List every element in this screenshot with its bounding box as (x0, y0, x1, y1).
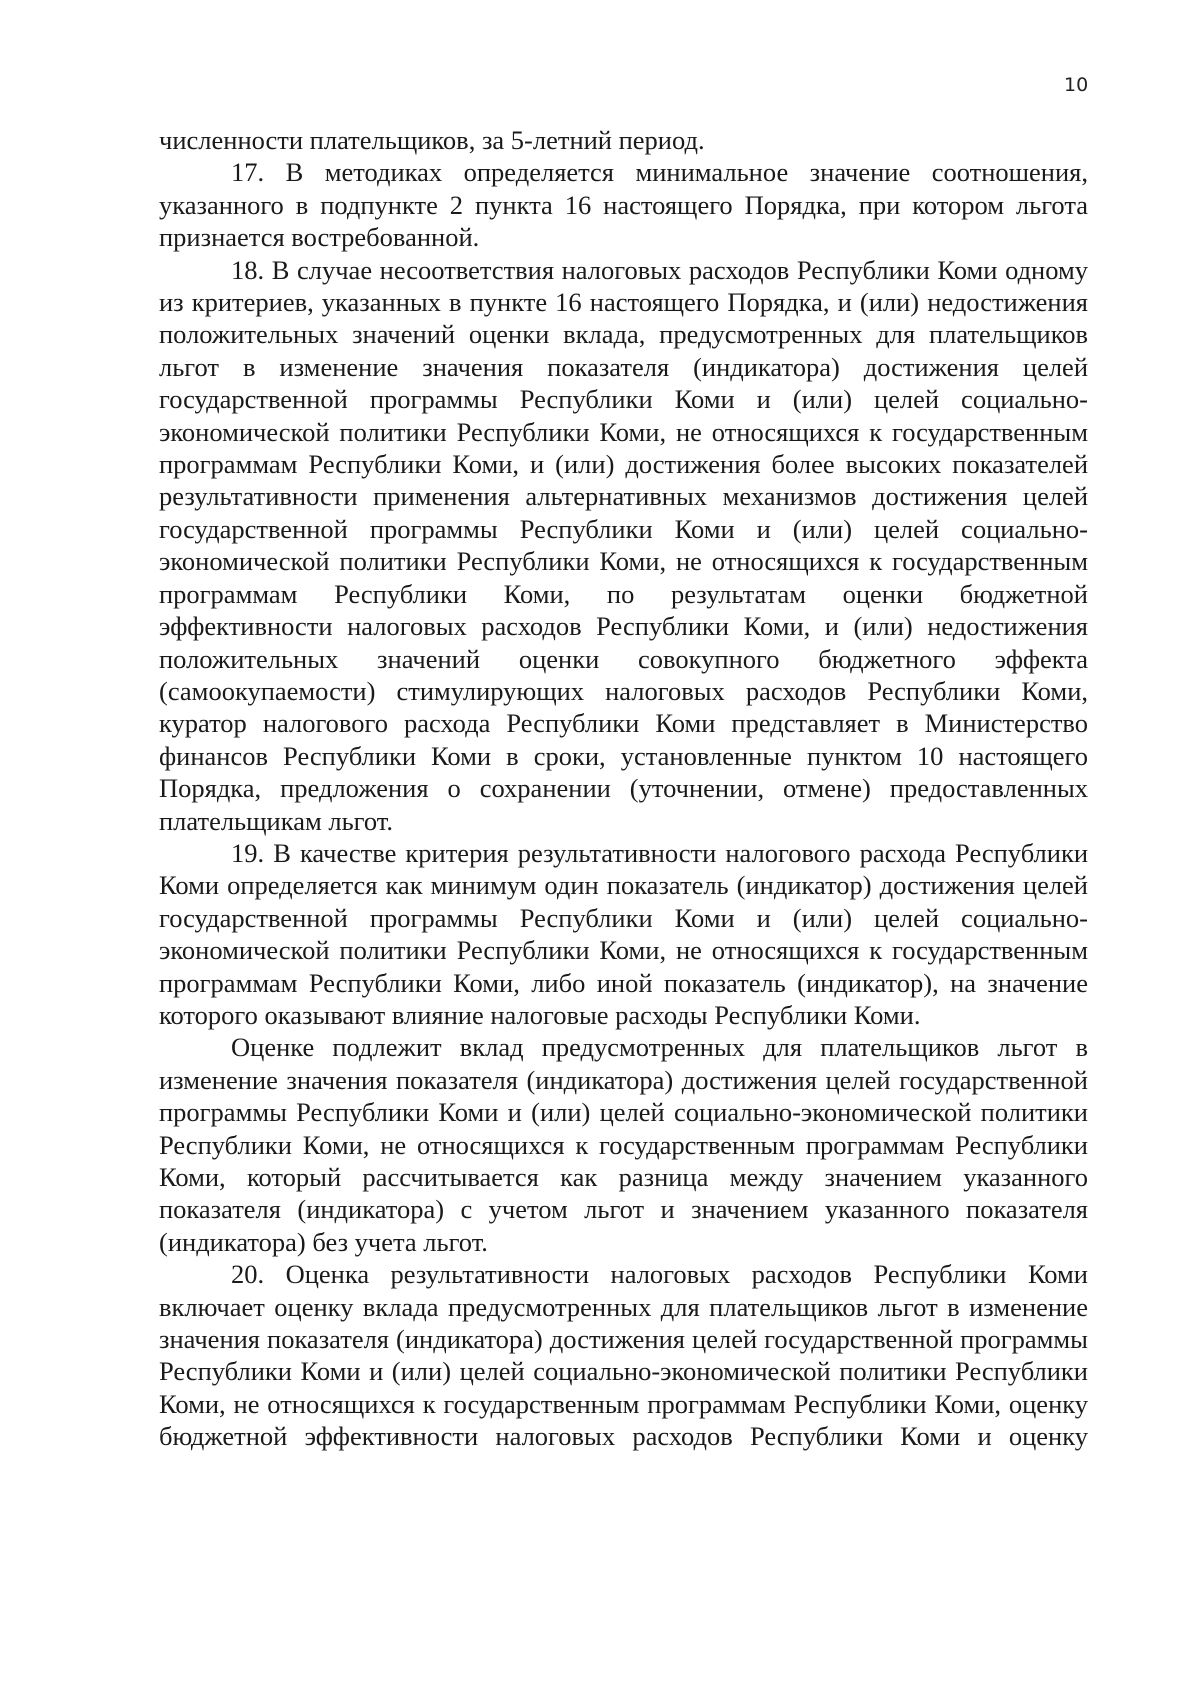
paragraph-item-19-assessment: Оценке подлежит вклад предусмотренных для плательщиков льгот в изменение значения показателя (индикатора) достижения целей государственной программы Республики Коми и (или) целей социально-экономической политики Республики Коми, не относящихся к государственным программам Республики Коми, который рассчитывается как разница между значением указанного показателя (индикатора) с учетом льгот и значением указанного показателя (индикатора) без учета льгот. (159, 1032, 1088, 1257)
paragraph-item-18: 18. В случае несоответствия налоговых расходов Республики Коми одному из критериев, указанных в пункте 16 настоящего Порядка, и (или) недостижения положительных значений оценки вклада, предусмотренных для плательщиков льгот в изменение значения показателя (индикатора) достижения целей государственной программы Республики Коми и (или) целей социально-экономической политики Республики Коми, не относящихся к государственным программам Республики Коми, и (или) достижения более высоких показателей результативности применения альтернативных механизмов достижения целей государственной программы Республики Коми и (или) целей социально-экономической политики Республики Коми, не относящихся к государственным программам Республики Коми, по результатам оценки бюджетной эффективности налоговых расходов Республики Коми, и (или) недостижения положительных значений оценки совокупного бюджетного эффекта (самоокупаемости) стимулирующих налоговых расходов Республики Коми, куратор налогового расхода Республики Коми представляет в Министерство финансов Республики Коми в сроки, установленные пунктом 10 настоящего Порядка, предложения о сохранении (уточнении, отмене) предоставленных плательщикам льгот. (159, 254, 1088, 836)
page-number: 10 (1064, 74, 1089, 96)
paragraph-item-20: 20. Оценка результативности налоговых расходов Республики Коми включает оценку вклада предусмотренных для плательщиков льгот в изменение значения показателя (индикатора) достижения целей государственной программы Республики Коми и (или) целей социально-экономической политики Республики Коми, не относящихся к государственным программам Республики Коми, оценку бюджетной эффективности налоговых расходов Республики Коми и оценку (159, 1259, 1088, 1452)
paragraph-item-19: 19. В качестве критерия результативности налогового расхода Республики Коми определяется как минимум один показатель (индикатор) достижения целей государственной программы Республики Коми и (или) целей социально-экономической политики Республики Коми, не относящихся к государственным программам Республики Коми, либо иной показатель (индикатор), на значение которого оказывают влияние налоговые расходы Республики Коми. (159, 837, 1088, 1030)
document-body (159, 124, 1088, 1453)
paragraph-item-17: 17. В методиках определяется минимальное значение соотношения, указанного в подпункте 2 пункта 16 настоящего Порядка, при котором льгота признается востребованной. (159, 157, 1088, 253)
paragraph-continuation: численности плательщиков, за 5-летний период. (159, 125, 705, 155)
